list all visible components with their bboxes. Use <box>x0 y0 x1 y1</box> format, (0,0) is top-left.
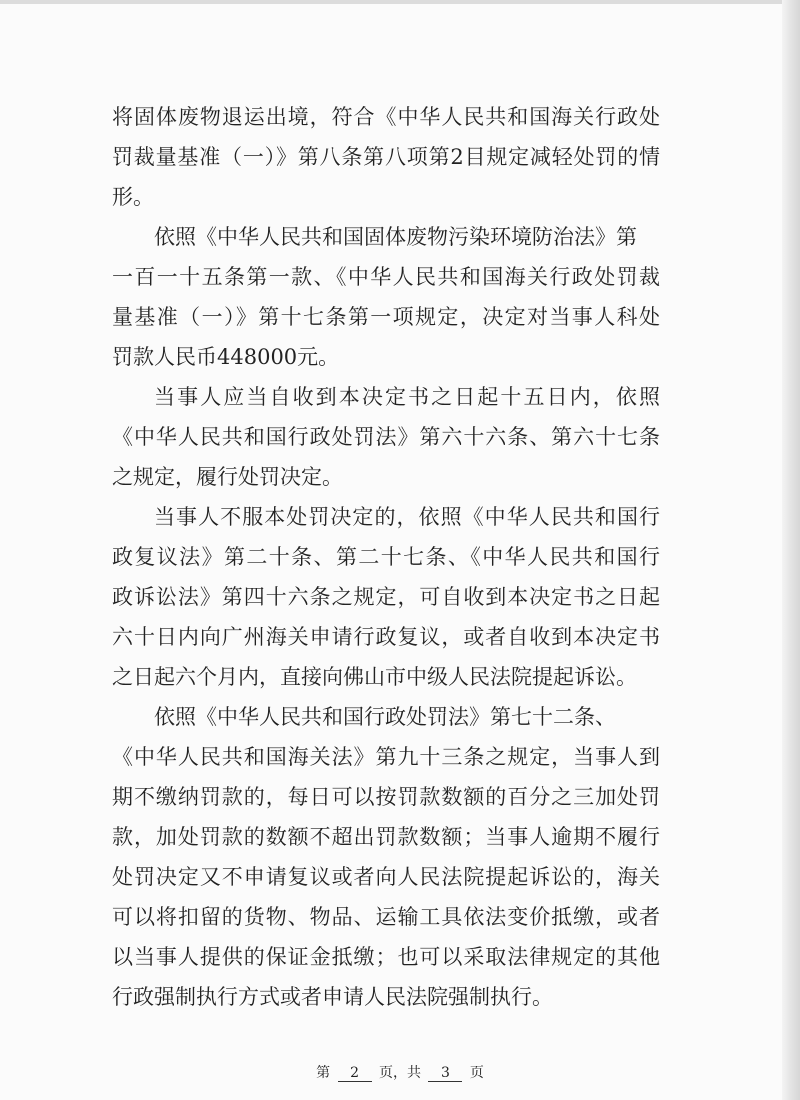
page-label-prefix: 第 <box>316 1065 331 1081</box>
page-label-middle: 页，共 <box>379 1065 421 1081</box>
page-number: 2 <box>338 1065 372 1082</box>
text-line: 罚裁量基准（一）》第八条第八项第2目规定减轻处罚的情 <box>112 145 660 169</box>
page-label-suffix: 页 <box>469 1065 484 1081</box>
text-line: 六十日内向广州海关申请行政复议，或者自收到本决定书 <box>112 625 660 649</box>
text-line: 政复议法》第二十条、第二十七条、《中华人民共和国行 <box>112 545 660 569</box>
text-line: 之日起六个月内，直接向佛山市中级人民法院提起诉讼。 <box>112 665 637 689</box>
text-line: 《中华人民共和国行政处罚法》第六十六条、第六十七条 <box>112 425 660 449</box>
text-line: 之规定，履行处罚决定。 <box>112 465 343 489</box>
paragraph-start-line: 当事人不服本处罚决定的，依照《中华人民共和国行 <box>154 505 660 529</box>
text-line: 《中华人民共和国海关法》第九十三条之规定，当事人到 <box>112 745 660 769</box>
text-line: 罚款人民币448000元。 <box>112 345 340 369</box>
page-footer <box>0 1062 800 1082</box>
scan-right-edge <box>782 0 800 1100</box>
text-line: 行政强制执行方式或者申请人民法院强制执行。 <box>112 985 553 1009</box>
text-line: 将固体废物退运出境，符合《中华人民共和国海关行政处 <box>112 105 660 129</box>
scan-top-edge <box>0 0 800 4</box>
text-line: 形。 <box>112 185 154 209</box>
text-line: 期不缴纳罚款的，每日可以按罚款数额的百分之三加处罚 <box>112 785 660 809</box>
text-line: 量基准（一）》第十七条第一项规定，决定对当事人科处 <box>112 305 660 329</box>
text-line: 政诉讼法》第四十六条之规定，可自收到本决定书之日起 <box>112 585 660 609</box>
text-line: 一百一十五条第一款、《中华人民共和国海关行政处罚裁 <box>112 265 660 289</box>
text-line: 处罚决定又不申请复议或者向人民法院提起诉讼的，海关 <box>112 865 660 889</box>
text-line: 以当事人提供的保证金抵缴；也可以采取法律规定的其他 <box>112 945 660 969</box>
paragraph-start-line: 依照《中华人民共和国行政处罚法》第七十二条、 <box>154 705 616 729</box>
page-total: 3 <box>428 1065 462 1082</box>
text-line: 款，加处罚款的数额不超出罚款数额；当事人逾期不履行 <box>112 825 660 849</box>
paragraph-start-line: 当事人应当自收到本决定书之日起十五日内，依照 <box>154 385 660 409</box>
paragraph-start-line: 依照《中华人民共和国固体废物污染环境防治法》第 <box>154 225 637 249</box>
text-line: 可以将扣留的货物、物品、运输工具依法变价抵缴，或者 <box>112 905 660 929</box>
